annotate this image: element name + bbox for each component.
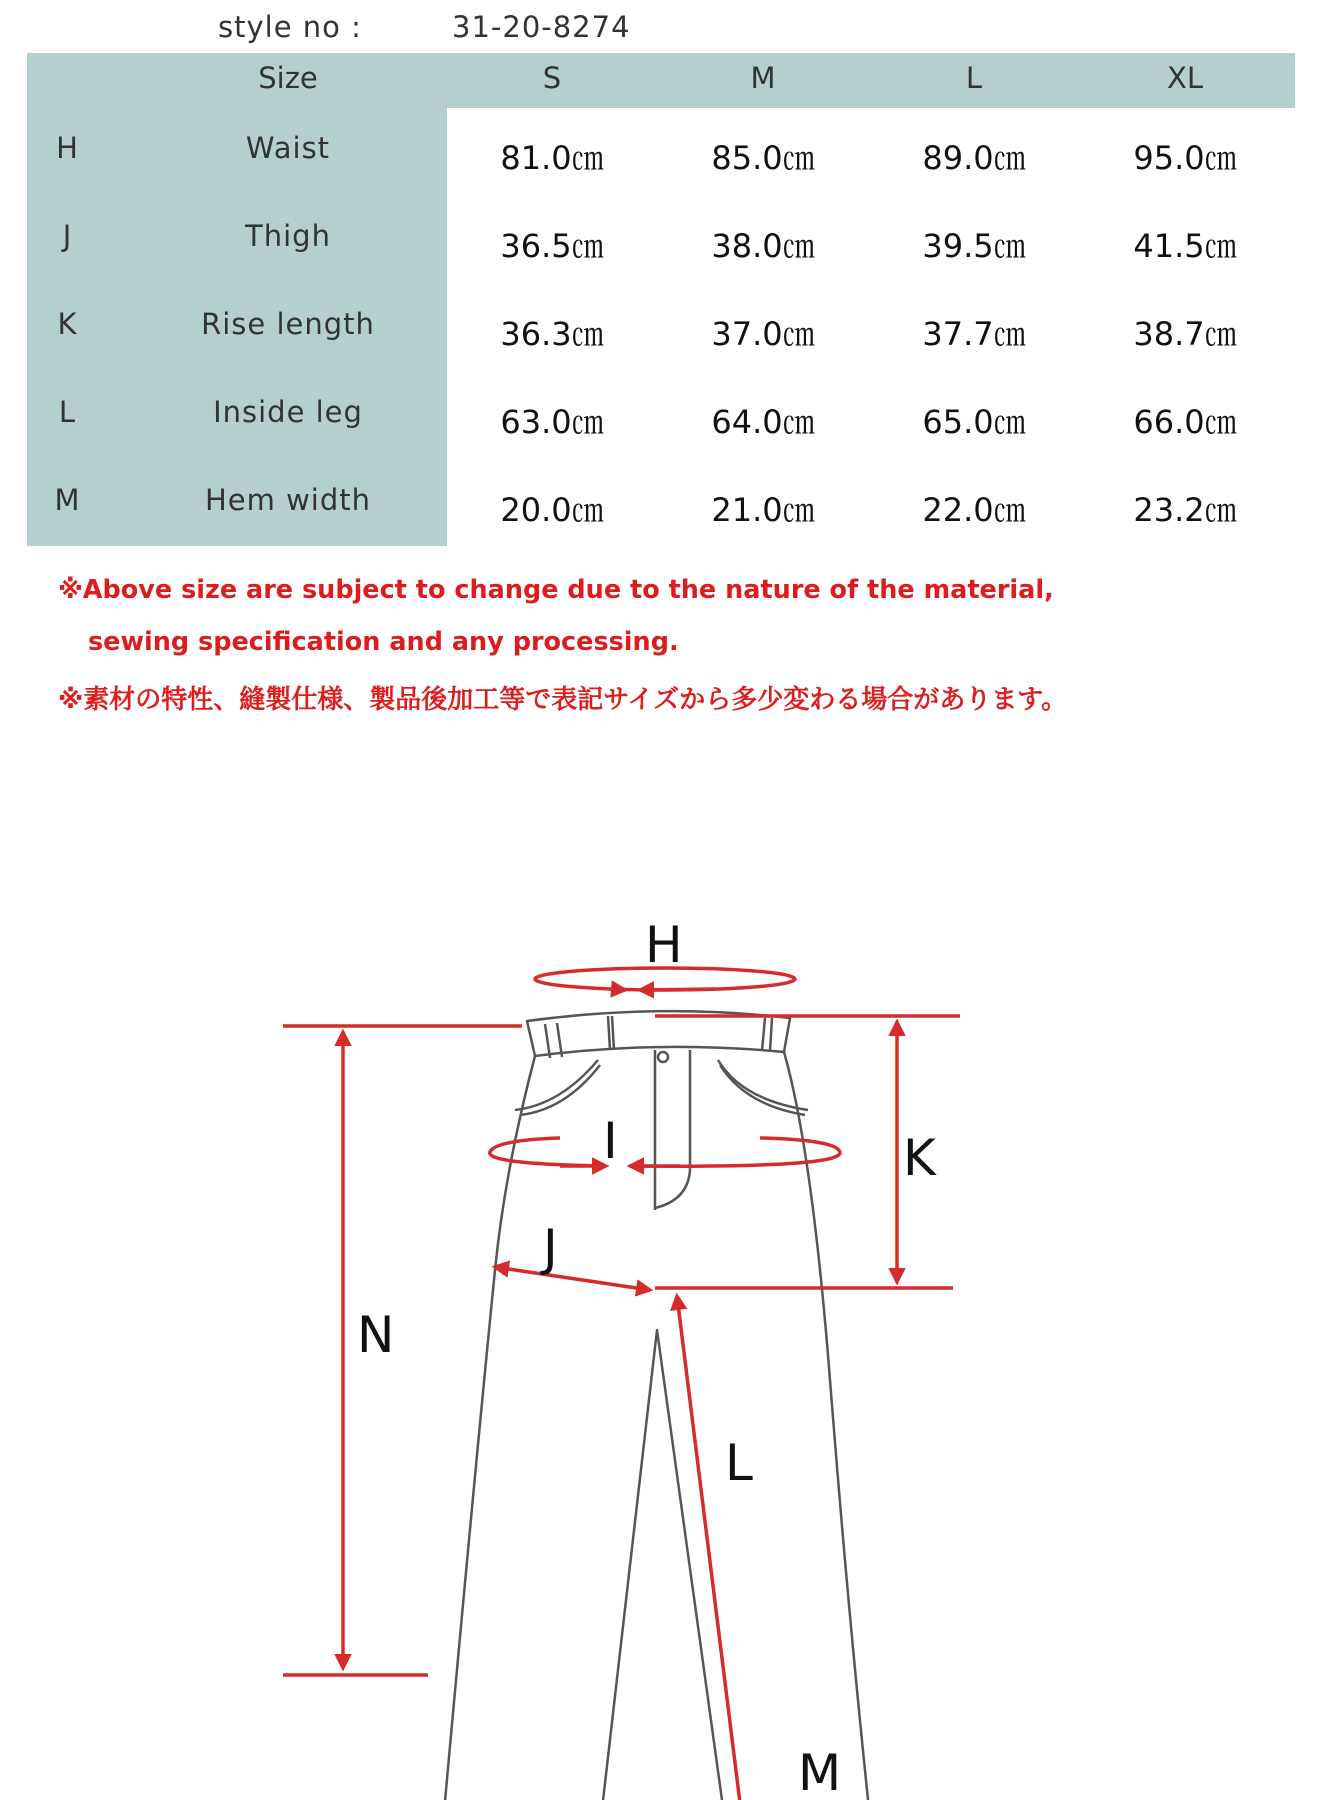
- diagram-labels: [0, 900, 1320, 1800]
- measurement-diagram: [0, 900, 1320, 1800]
- label-k: K: [903, 1129, 936, 1187]
- note-english-2: sewing specification and any processing.: [88, 627, 679, 657]
- label-m: M: [798, 1744, 842, 1800]
- style-number-row: [0, 6, 1320, 50]
- table-cell: 23.2㎝: [1133, 491, 1237, 529]
- table-cell: 95.0㎝: [1133, 139, 1237, 177]
- label-j: J: [543, 1219, 558, 1277]
- row-code: K: [57, 307, 77, 341]
- label-i: I: [603, 1112, 618, 1170]
- table-cell: 85.0㎝: [711, 139, 815, 177]
- size-column-s: S: [542, 61, 562, 95]
- table-cell: 64.0㎝: [711, 403, 815, 441]
- row-label: Rise length: [201, 307, 375, 341]
- size-column-m: M: [750, 61, 776, 95]
- size-column-l: L: [965, 61, 983, 95]
- table-cell: 38.7㎝: [1133, 315, 1237, 353]
- size-column-xl: XL: [1166, 61, 1204, 95]
- row-code: L: [58, 395, 76, 429]
- table-cell: 38.0㎝: [711, 227, 815, 265]
- row-label: Hem width: [204, 483, 372, 517]
- note-english-1: ※Above size are subject to change due to the nature of the material,: [58, 575, 1054, 605]
- table-cell: 65.0㎝: [922, 403, 1026, 441]
- table-cell: 39.5㎝: [922, 227, 1026, 265]
- table-cell: 41.5㎝: [1133, 227, 1237, 265]
- size-table: [27, 53, 1295, 546]
- table-cell: 22.0㎝: [922, 491, 1026, 529]
- table-cell: 20.0㎝: [500, 491, 604, 529]
- row-code: M: [54, 483, 80, 517]
- row-label: Waist: [245, 131, 331, 165]
- table-cell: 63.0㎝: [500, 403, 604, 441]
- table-cell: 81.0㎝: [500, 139, 604, 177]
- label-n: N: [357, 1306, 395, 1364]
- style-label: style no :: [218, 10, 362, 44]
- label-l: L: [725, 1434, 753, 1492]
- row-label: Inside leg: [213, 395, 363, 429]
- row-label: Thigh: [245, 219, 331, 253]
- table-cell: 66.0㎝: [1133, 403, 1237, 441]
- table-cell: 37.0㎝: [711, 315, 815, 353]
- label-h: H: [645, 916, 683, 974]
- table-cell: 36.3㎝: [500, 315, 604, 353]
- row-code: H: [56, 131, 78, 165]
- table-cell: 21.0㎝: [711, 491, 815, 529]
- note-japanese: ※素材の特性、縫製仕様、製品後加工等で表記サイズから多少変わる場合があります。: [58, 685, 1068, 715]
- table-cell: 37.7㎝: [922, 315, 1026, 353]
- row-code: J: [62, 219, 72, 253]
- table-cell: 36.5㎝: [500, 227, 604, 265]
- size-header: Size: [258, 61, 318, 95]
- table-cell: 89.0㎝: [922, 139, 1026, 177]
- style-number: 31-20-8274: [452, 10, 631, 44]
